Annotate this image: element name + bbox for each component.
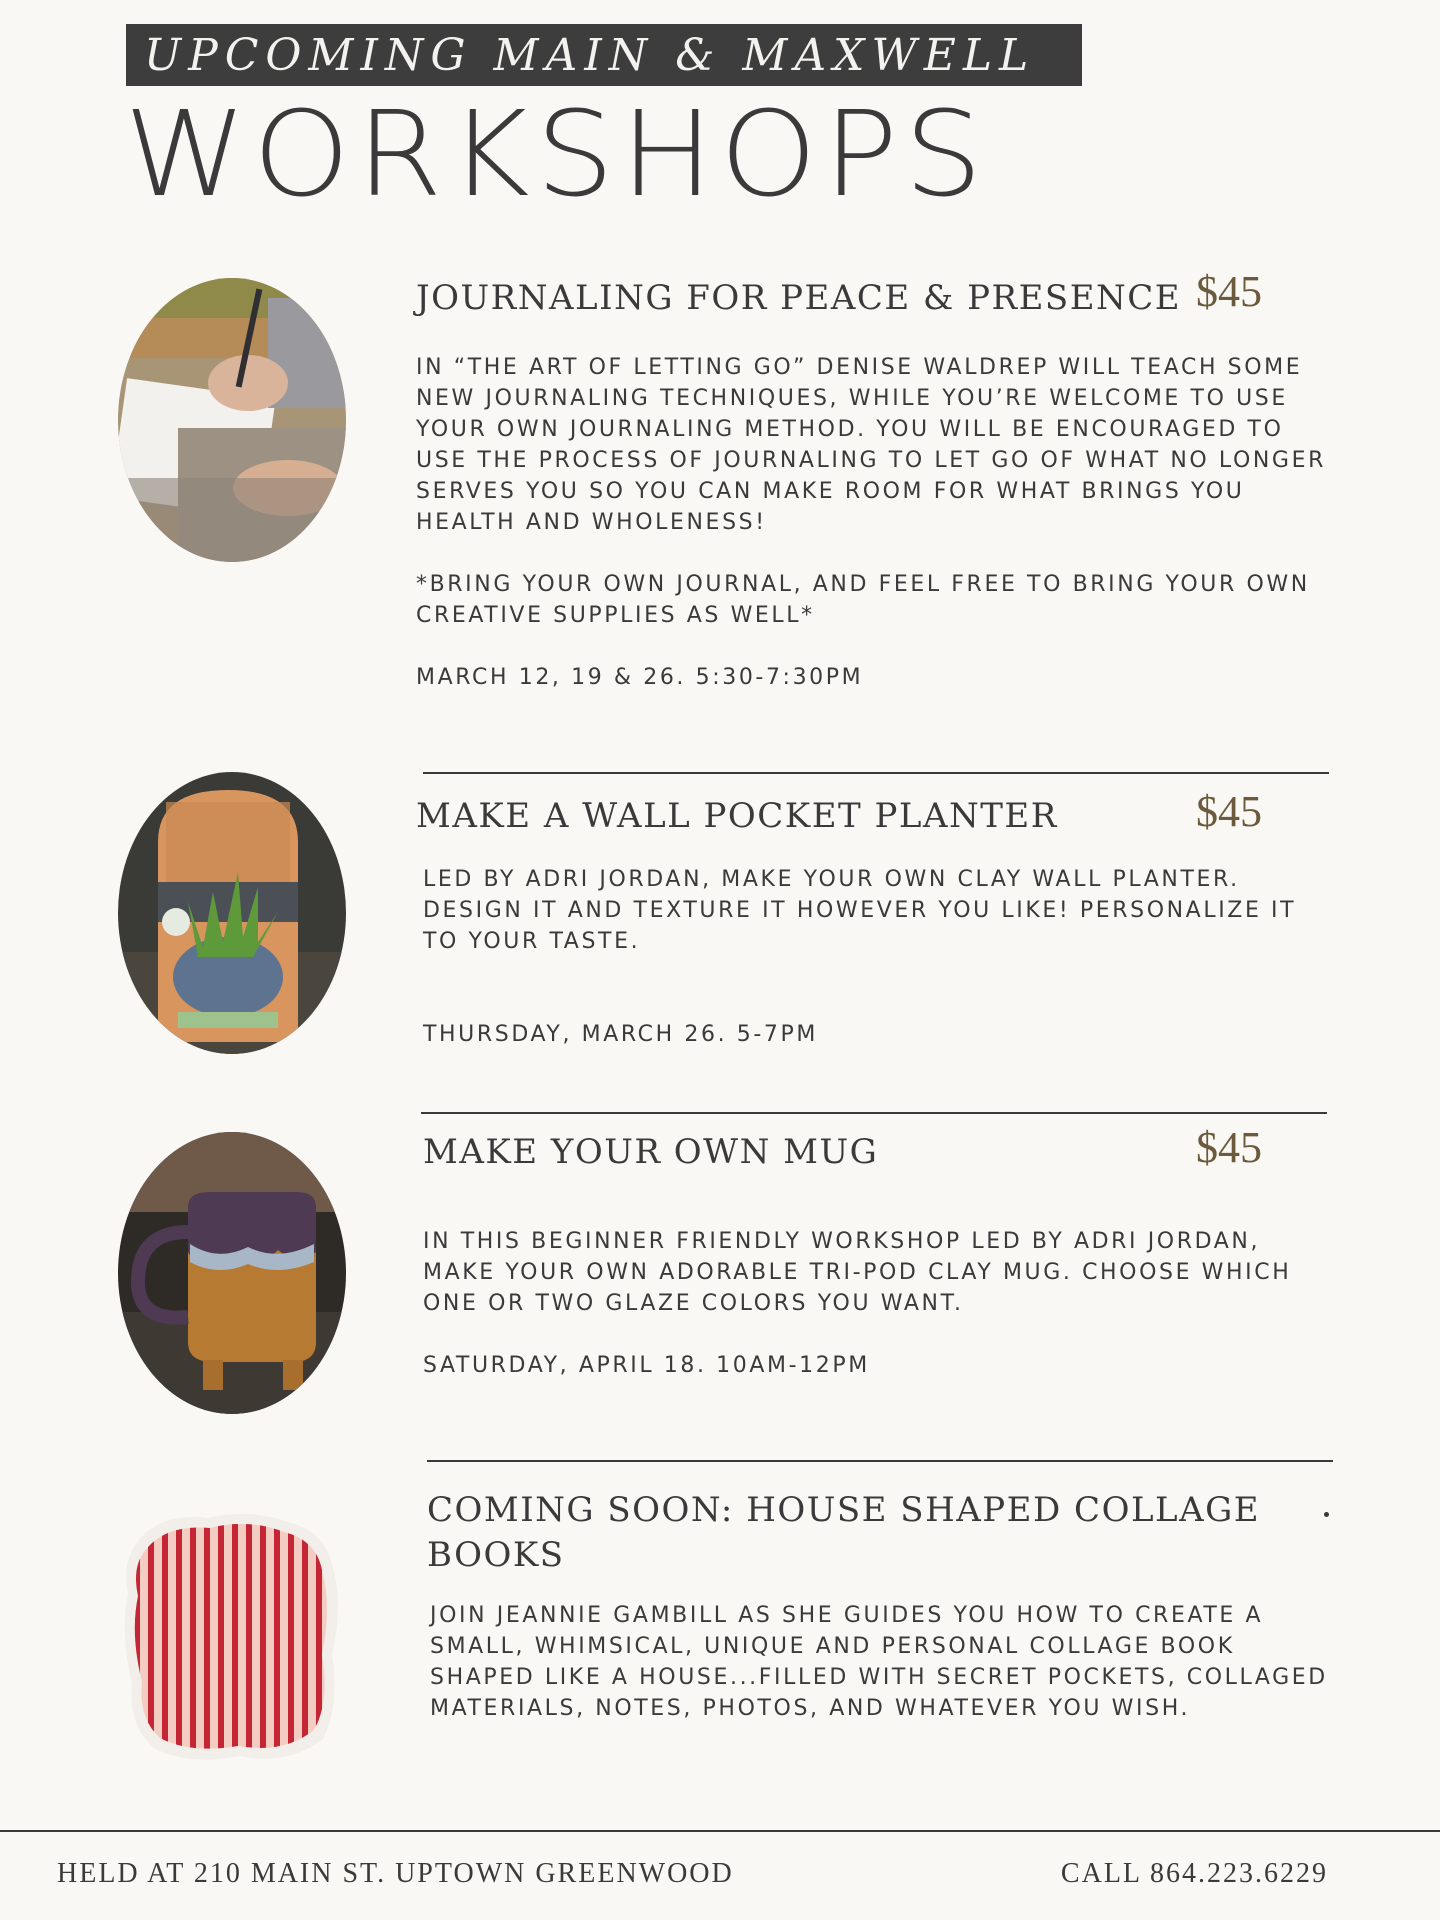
event-title: MAKE YOUR OWN MUG — [423, 1132, 879, 1172]
banner-text: UPCOMING MAIN & MAXWELL — [144, 29, 1036, 81]
event-description — [423, 864, 1323, 1050]
event-date: THURSDAY, MARCH 26. 5-7PM — [423, 1022, 818, 1047]
event-note: *BRING YOUR OWN JOURNAL, AND FEEL FREE TO BRING YOUR OWN CREATIVE SUPPLIES AS WELL* — [416, 572, 1310, 628]
mug-photo — [118, 1132, 346, 1414]
event-price: $45 — [1196, 787, 1262, 836]
description-text: IN THIS BEGINNER FRIENDLY WORKSHOP LED BY ADRI JORDAN, MAKE YOUR OWN ADORABLE TRI-POD CLAY MUG. CHOOSE WHICH ONE OR TWO GLAZE COLORS YOU WANT. — [423, 1229, 1292, 1316]
event-title: JOURNALING FOR PEACE & PRESENCE — [416, 278, 1182, 318]
journaling-photo — [118, 278, 346, 562]
description-text: JOIN JEANNIE GAMBILL AS SHE GUIDES YOU HOW TO CREATE A SMALL, WHIMSICAL, UNIQUE AND PERSONAL COLLAGE BOOK SHAPED LIKE A HOUSE...FILLED WITH SECRET POCKETS, COLLAGED MATERIALS, NOTES, PHOTOS, AND WHATEVER YOU WISH. — [430, 1603, 1328, 1721]
event-price: $45 — [1196, 1123, 1262, 1172]
footer-location: HELD AT 210 MAIN ST. UPTOWN GREENWOOD — [57, 1858, 734, 1889]
title-line-2: BOOKS — [427, 1535, 565, 1575]
event-date: MARCH 12, 19 & 26. 5:30-7:30PM — [416, 665, 864, 690]
divider — [427, 1460, 1333, 1462]
event-date: SATURDAY, APRIL 18. 10AM-12PM — [423, 1353, 870, 1378]
header-banner — [126, 24, 1082, 86]
page-title: WORKSHOPS — [124, 86, 989, 224]
event-description — [423, 1226, 1323, 1381]
bullet-dot — [1324, 1512, 1329, 1517]
planter-photo — [118, 772, 346, 1054]
divider — [423, 772, 1329, 774]
event-price: $45 — [1196, 267, 1262, 316]
event-title: MAKE A WALL POCKET PLANTER — [416, 796, 1058, 836]
striped-paper-image — [118, 1504, 346, 1768]
description-text: LED BY ADRI JORDAN, MAKE YOUR OWN CLAY WALL PLANTER. DESIGN IT AND TEXTURE IT HOWEVER YOU LIKE! PERSONALIZE IT TO YOUR TASTE. — [423, 867, 1297, 954]
footer-phone: CALL 864.223.6229 — [1060, 1858, 1328, 1889]
footer-divider — [0, 1830, 1440, 1832]
event-title — [427, 1488, 1260, 1578]
event-description — [430, 1600, 1340, 1724]
event-description — [416, 352, 1326, 693]
title-line-1: COMING SOON: HOUSE SHAPED COLLAGE — [427, 1490, 1261, 1530]
divider — [421, 1112, 1327, 1114]
description-text: IN “THE ART OF LETTING GO” DENISE WALDREP WILL TEACH SOME NEW JOURNALING TECHNIQUES, WHILE YOU’RE WELCOME TO USE YOUR OWN JOURNALING METHOD. YOU WILL BE ENCOURAGED TO USE THE PROCESS OF JOURNALING TO LET GO OF WHAT NO LONGER SERVES YOU SO YOU CAN MAKE ROOM FOR WHAT BRINGS YOU HEALTH AND WHOLENESS! — [416, 355, 1326, 535]
